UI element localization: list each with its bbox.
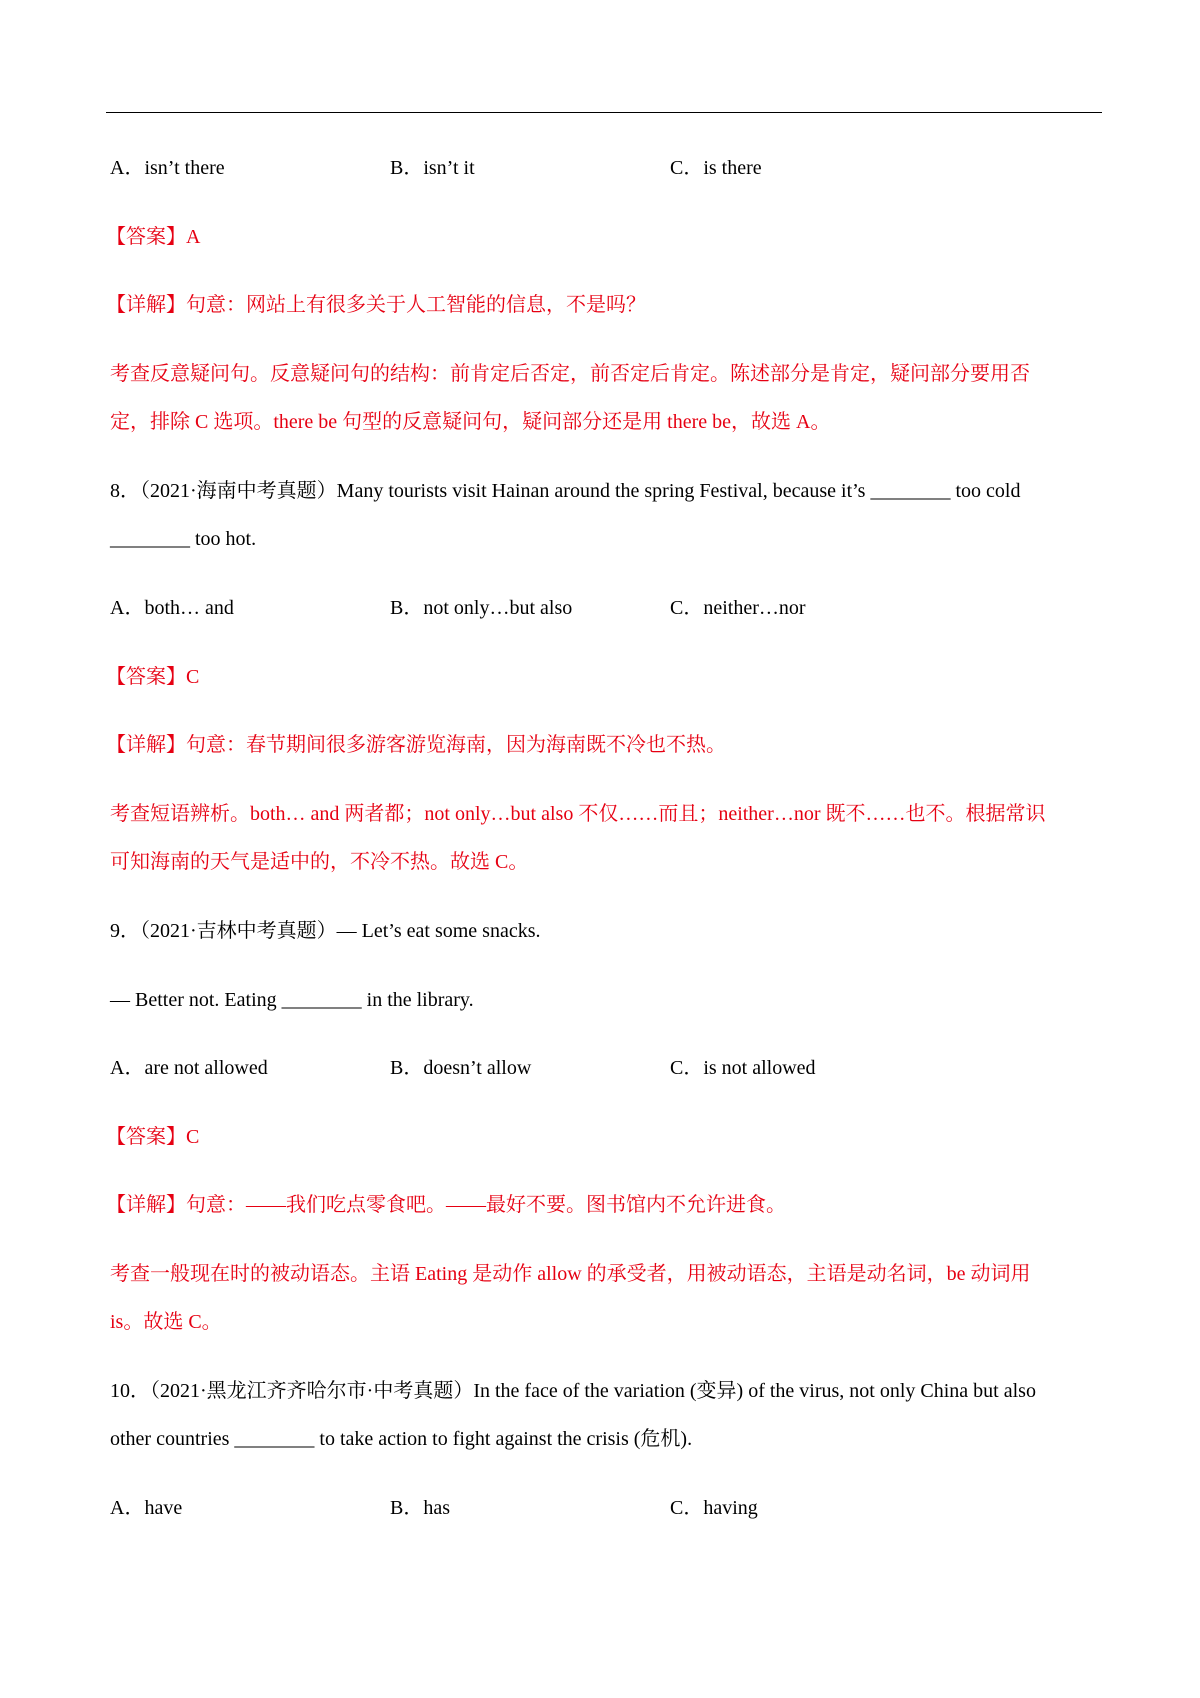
q7-option-b[interactable]: B．isn’t it [390,157,475,179]
q10-option-b[interactable]: B．has [390,1497,450,1519]
q8-answer: 【答案】C [106,666,200,688]
q9-option-c[interactable]: C．is not allowed [670,1057,816,1079]
header-rule [106,112,1102,113]
q9-option-b[interactable]: B．doesn’t allow [390,1057,532,1079]
q10-option-c[interactable]: C．having [670,1497,758,1519]
q8-options [110,596,1010,620]
q8-stem-line1: 8．（2021·海南中考真题）Many tourists visit Hainan around the spring Festival, because it’s ________ too cold [110,480,1021,502]
q9-option-a[interactable]: A．are not allowed [110,1057,268,1079]
q9-options [110,1056,1010,1080]
q7-answer: 【答案】A [106,226,201,248]
q8-analysis-line1: 考查短语辨析。both… and 两者都；not only…but also 不仅……而且；neither…nor 既不……也不。根据常识 [110,803,1046,825]
q10-options [110,1496,1010,1520]
q7-option-c[interactable]: C．is there [670,157,762,179]
q7-analysis-line2: 定，排除 C 选项。there be 句型的反意疑问句，疑问部分还是用 there be，故选 A。 [110,411,831,433]
q9-stem-line2: — Better not. Eating ________ in the library. [110,989,474,1011]
q9-analysis-line1: 考查一般现在时的被动语态。主语 Eating 是动作 allow 的承受者，用被动语态，主语是动名词，be 动词用 [110,1263,1031,1285]
q10-option-a[interactable]: A．have [110,1497,183,1519]
q8-detail: 【详解】句意：春节期间很多游客游览海南，因为海南既不冷也不热。 [106,734,726,756]
q7-option-a[interactable]: A．isn’t there [110,157,225,179]
q9-analysis-line2: is。故选 C。 [110,1311,222,1333]
q8-option-c[interactable]: C．neither…nor [670,597,806,619]
q10-stem-line2: other countries ________ to take action to fight against the crisis (危机). [110,1428,693,1450]
q7-detail: 【详解】句意：网站上有很多关于人工智能的信息，不是吗？ [106,294,646,316]
q8-analysis-line2: 可知海南的天气是适中的，不冷不热。故选 C。 [110,851,529,873]
q9-detail: 【详解】句意：——我们吃点零食吧。——最好不要。图书馆内不允许进食。 [106,1194,786,1216]
q8-option-a[interactable]: A．both… and [110,597,234,619]
q9-stem-line1: 9．（2021·吉林中考真题）— Let’s eat some snacks. [110,920,541,942]
q10-stem-line1: 10．（2021·黑龙江齐齐哈尔市·中考真题）In the face of the variation (变异) of the virus, not only China but also [110,1380,1036,1402]
q7-options [110,156,1010,180]
q9-answer: 【答案】C [106,1126,200,1148]
q8-option-b[interactable]: B．not only…but also [390,597,573,619]
q8-stem-line2: ________ too hot. [110,528,257,550]
q7-analysis-line1: 考查反意疑问句。反意疑问句的结构：前肯定后否定，前否定后肯定。陈述部分是肯定，疑问部分要用否 [110,363,1030,385]
